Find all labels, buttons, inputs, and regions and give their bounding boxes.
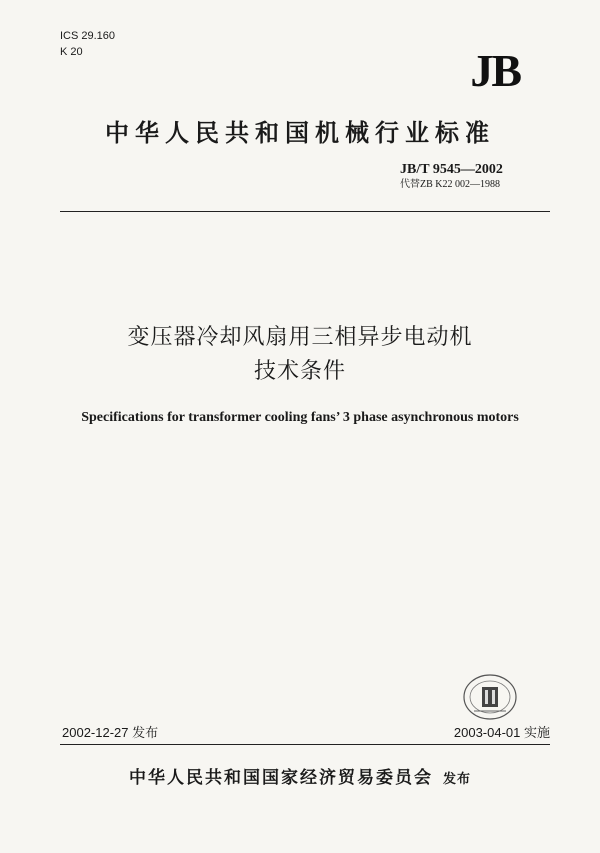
standard-number-block: [400, 162, 503, 192]
publisher-seal-icon: [460, 673, 520, 721]
ics-code: ICS 29.160: [60, 30, 116, 42]
classification-block: [60, 28, 115, 60]
chinese-title-line1: 变压器冷却风扇用三相异步电动机: [127, 325, 473, 350]
class-code: K 20: [60, 46, 83, 58]
standard-number: JB/T 9545—2002: [400, 162, 503, 177]
issuer-suffix: 发布: [442, 772, 471, 787]
industry-standard-heading: 中华人民共和国机械行业标准: [105, 119, 495, 147]
jb-mark: JB: [470, 45, 520, 96]
publish-date: 2002-12-27 发布: [62, 725, 159, 740]
implement-date: 2003-04-01 实施: [453, 725, 550, 740]
replaces-note: 代替ZB K22 002—1988: [400, 179, 500, 190]
issuer-line: [0, 763, 600, 788]
header-divider: [60, 211, 550, 212]
footer-divider: [60, 744, 550, 745]
chinese-title-line2: 技术条件: [253, 359, 346, 384]
english-title: Specifications for transformer cooling fans’ 3 phase asynchronous motors: [81, 410, 519, 425]
issuer-name: 中华人民共和国国家经济贸易委员会: [128, 768, 433, 788]
